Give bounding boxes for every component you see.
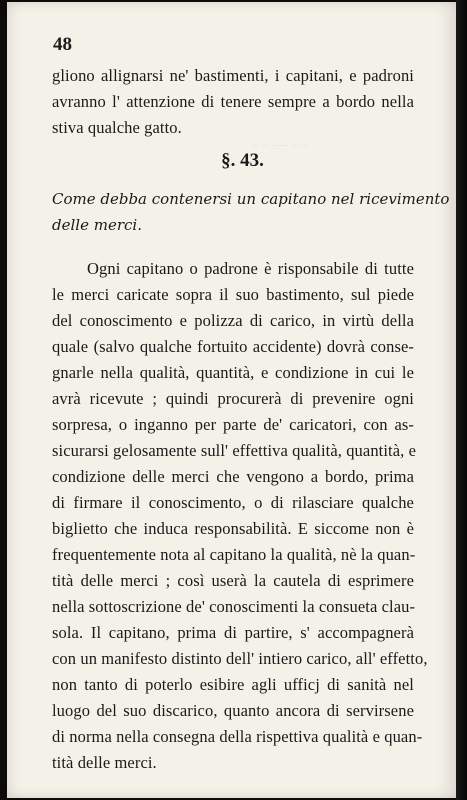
text-line: nella sottoscrizione de' conoscimenti la consueta clau-: [52, 597, 416, 616]
text-line: luogo del suo discarico, quanto ancora di servirsene: [52, 701, 414, 720]
text-line: Ogni capitano o padrone è risponsabile di tutte: [87, 259, 414, 278]
heading-line: delle merci.: [52, 216, 142, 234]
bleed-through-text: _ _ _ _ _ _: [252, 132, 308, 147]
text-line: biglietto che induca responsabilità. E siccome non è: [52, 519, 414, 538]
text-line: gnarle nella qualità, quantità, e condizione in cui le: [52, 363, 414, 382]
heading-line: Come debba contenersi un capitano nel ricevimento: [52, 190, 450, 208]
text-line: tità delle merci ; così userà la cautela di esprimere: [52, 571, 414, 590]
text-line: di firmare il conoscimento, o di rilasciare qualche: [52, 493, 414, 512]
page-edge-shadow: [456, 0, 467, 800]
text-line: frequentemente nota al capitano la qualità, nè la quan-: [52, 545, 416, 564]
text-line: del conoscimento e polizza di carico, in virtù della: [52, 311, 414, 330]
text-line: tità delle merci.: [52, 753, 157, 772]
text-line: quale (salvo qualche fortuito accidente) dovrà conse-: [52, 337, 414, 356]
section-number: §. 43.: [221, 150, 264, 171]
text-line: le merci caricate sopra il suo bastimento, sul piede: [52, 285, 414, 304]
text-line: avranno l' attenzione di tenere sempre a bordo nella: [52, 92, 414, 111]
text-line: avrà ricevute ; quindi procurerà di prevenire ogni: [52, 389, 414, 408]
text-line: stiva qualche gatto.: [52, 118, 182, 137]
text-line: con un manifesto distinto dell' intiero carico, all' effetto,: [52, 649, 428, 668]
text-line: non tanto di poterlo esibire agli ufficj di sanità nel: [52, 675, 414, 694]
page-number: 48: [53, 34, 72, 55]
text-line: di norma nella consegna della rispettiva qualità e quan-: [52, 727, 423, 746]
text-line: gliono allignarsi ne' bastimenti, i capitani, e padroni: [52, 66, 414, 85]
text-line: sola. Il capitano, prima di partire, s' accompagnerà: [52, 623, 414, 642]
text-line: condizione delle merci che vengono a bordo, prima: [52, 467, 414, 486]
text-line: sicurarsi gelosamente sull' effettiva qualità, quantità, e: [52, 441, 417, 460]
text-line: sorpresa, o inganno per parte de' caricatori, con as-: [52, 415, 414, 434]
